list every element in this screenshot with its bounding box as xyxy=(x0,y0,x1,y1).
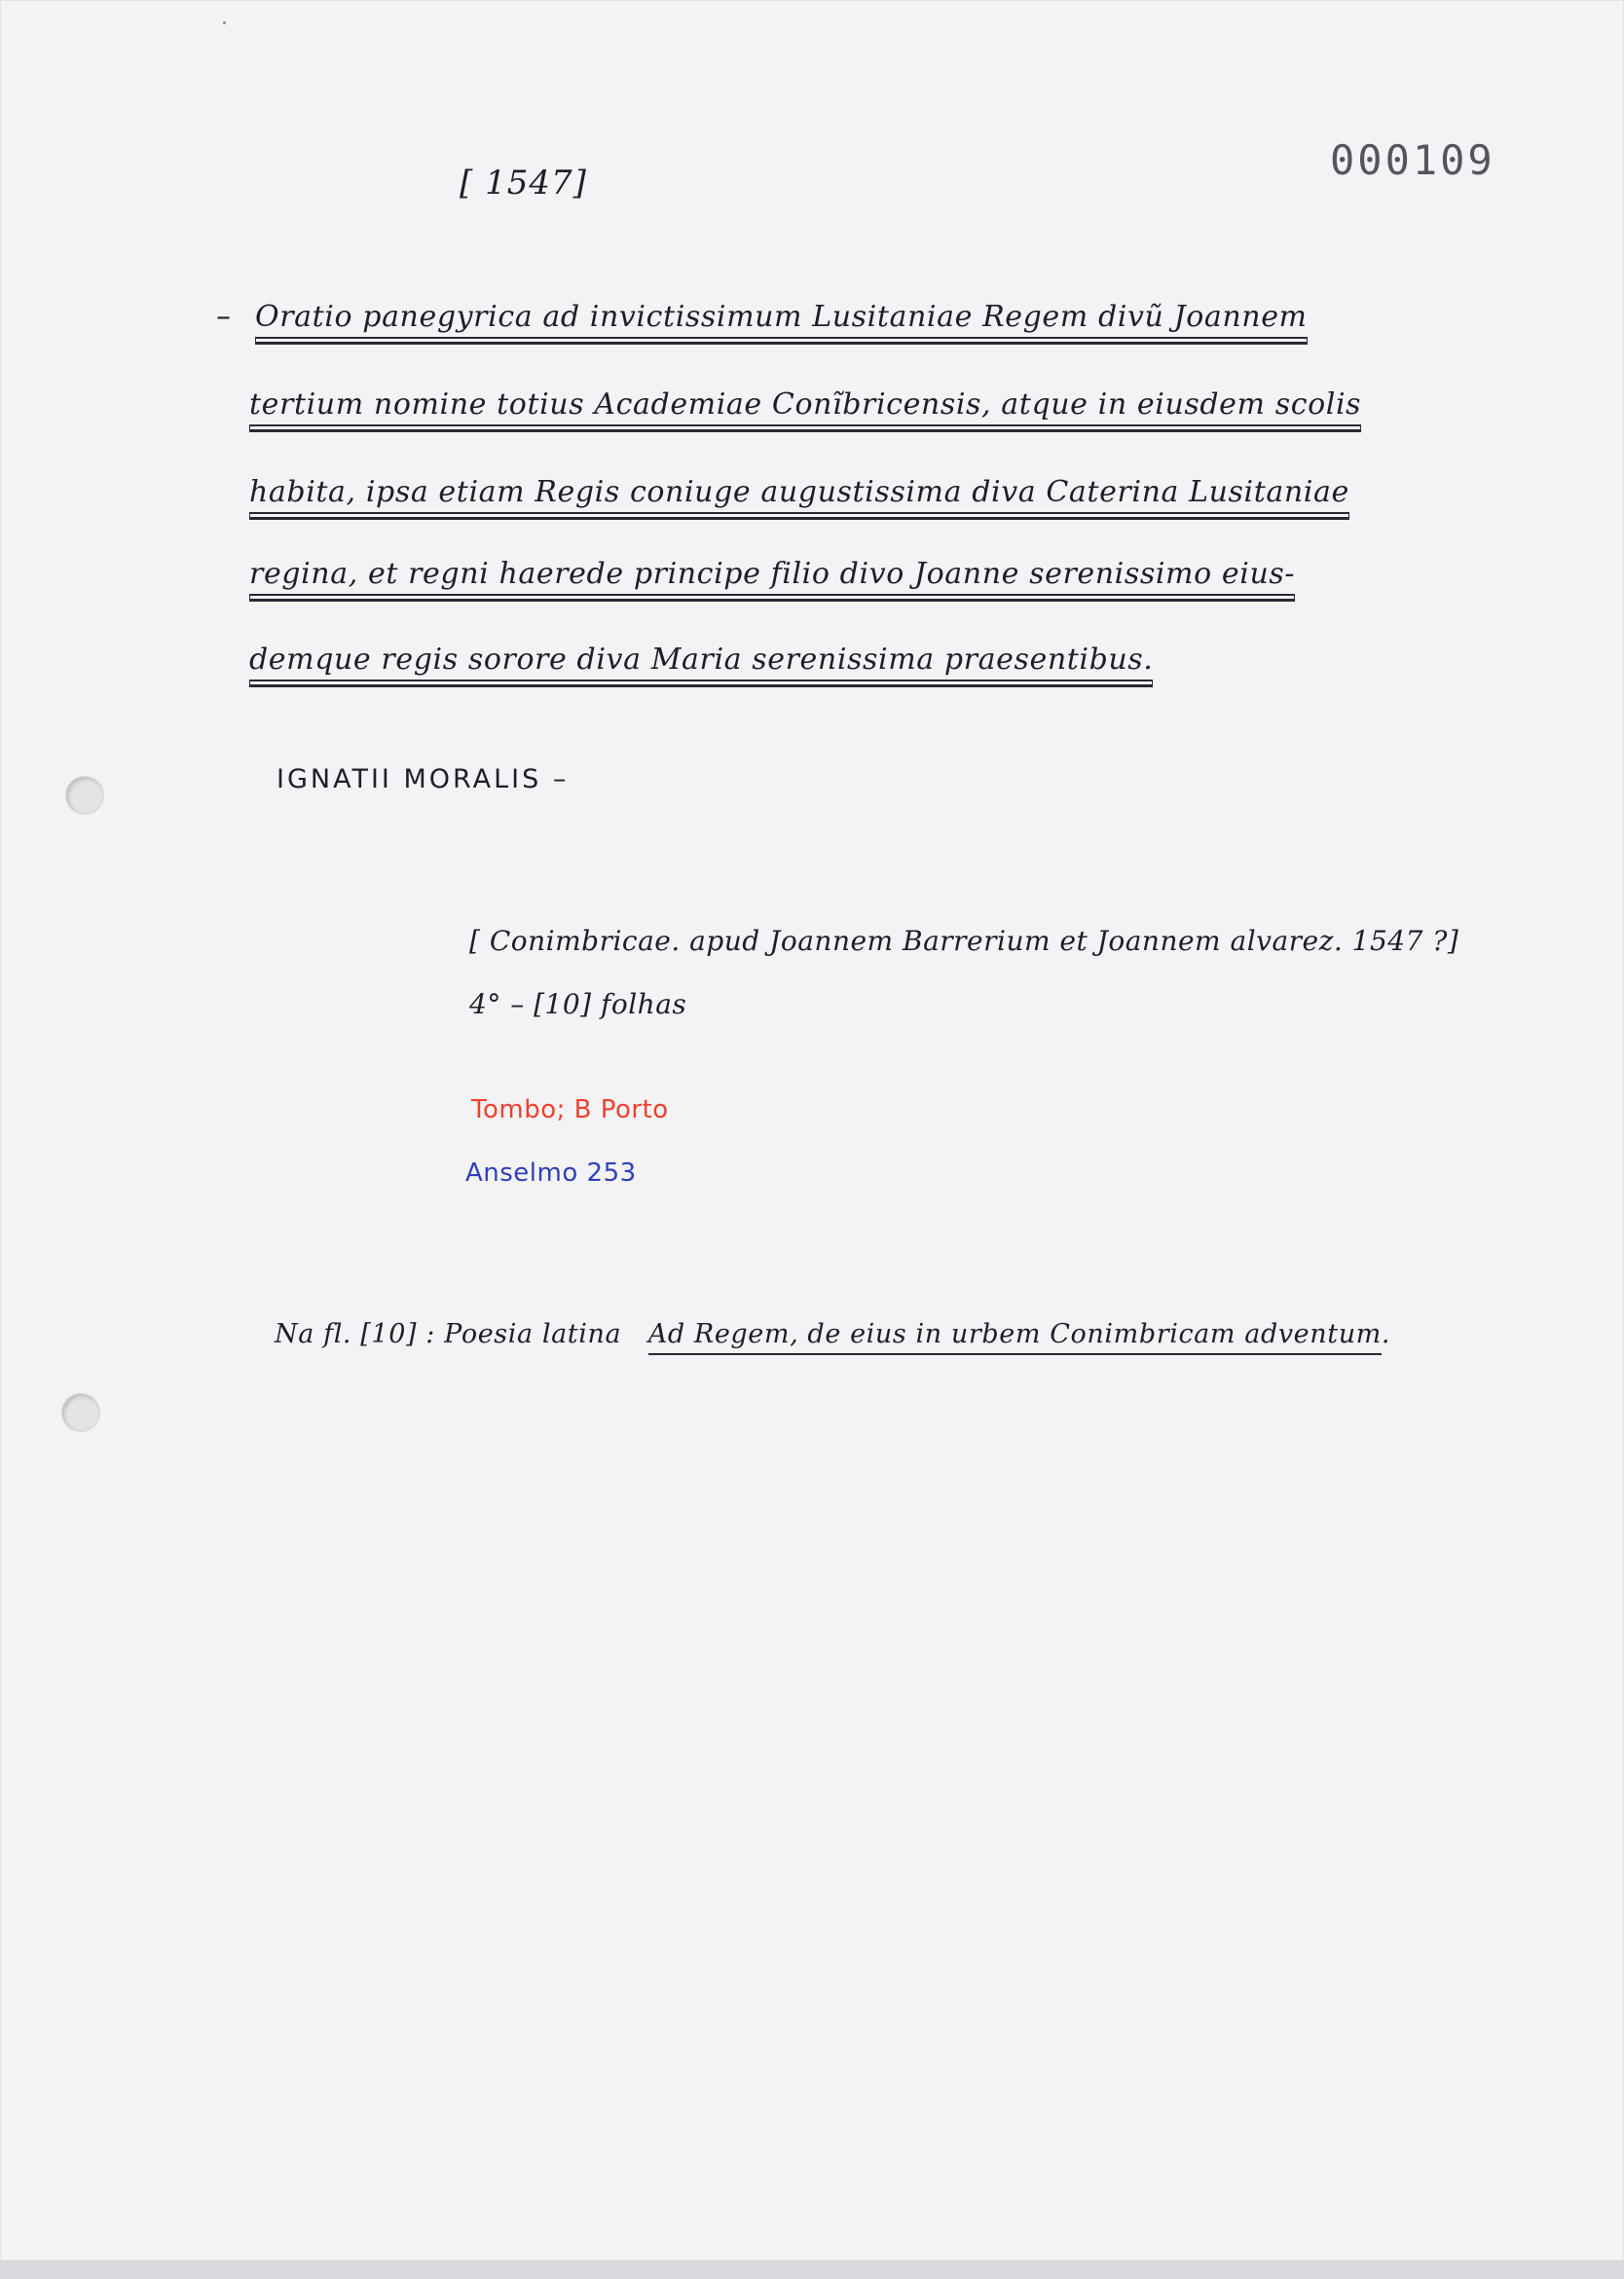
punch-hole-icon xyxy=(66,777,103,814)
author-name: IGNATII MORALIS – xyxy=(277,764,570,794)
bibliography-reference-blue: Anselmo 253 xyxy=(465,1158,637,1188)
note-underlined-title: Ad Regem, de eius in urbem Conimbricam adventum xyxy=(648,1319,1382,1355)
note-line xyxy=(275,1319,1390,1349)
title-line-4 xyxy=(249,557,1295,591)
note-suffix: . xyxy=(1381,1319,1391,1349)
title-line-4-text: regina, et regni haerede principe filio divo Joanne serenissimo eius- xyxy=(249,557,1295,596)
title-dash: – xyxy=(216,300,231,334)
punch-hole-icon xyxy=(62,1394,99,1431)
title-line-1 xyxy=(255,300,1308,334)
title-line-3 xyxy=(249,475,1349,509)
title-line-5 xyxy=(249,643,1153,677)
note-prefix: Na fl. [10] : Poesia latina xyxy=(275,1319,622,1349)
title-line-5-text: demque regis sorore diva Maria serenissima praesentibus. xyxy=(249,643,1153,681)
title-line-1-text: Oratio panegyrica ad invictissimum Lusitaniae Regem divũ Joannem xyxy=(255,300,1308,339)
sheet-bottom-edge xyxy=(0,2261,1624,2279)
title-line-2-text: tertium nomine totius Academiae Conĩbricensis, atque in eiusdem scolis xyxy=(249,387,1361,426)
archive-number-stamp: 000109 xyxy=(1330,136,1495,184)
title-line-3-text: habita, ipsa etiam Regis coniuge augustissima diva Caterina Lusitaniae xyxy=(249,475,1349,514)
imprint-line: [ Conimbricae. apud Joannem Barrerium et Joannem alvarez. 1547 ?] xyxy=(469,925,1459,957)
format-line: 4° – [10] folhas xyxy=(469,988,687,1020)
library-reference-red: Tombo; B Porto xyxy=(471,1095,669,1124)
paper-speck xyxy=(223,21,226,24)
date-label: [ 1547] xyxy=(460,164,587,202)
title-line-2 xyxy=(249,387,1361,422)
